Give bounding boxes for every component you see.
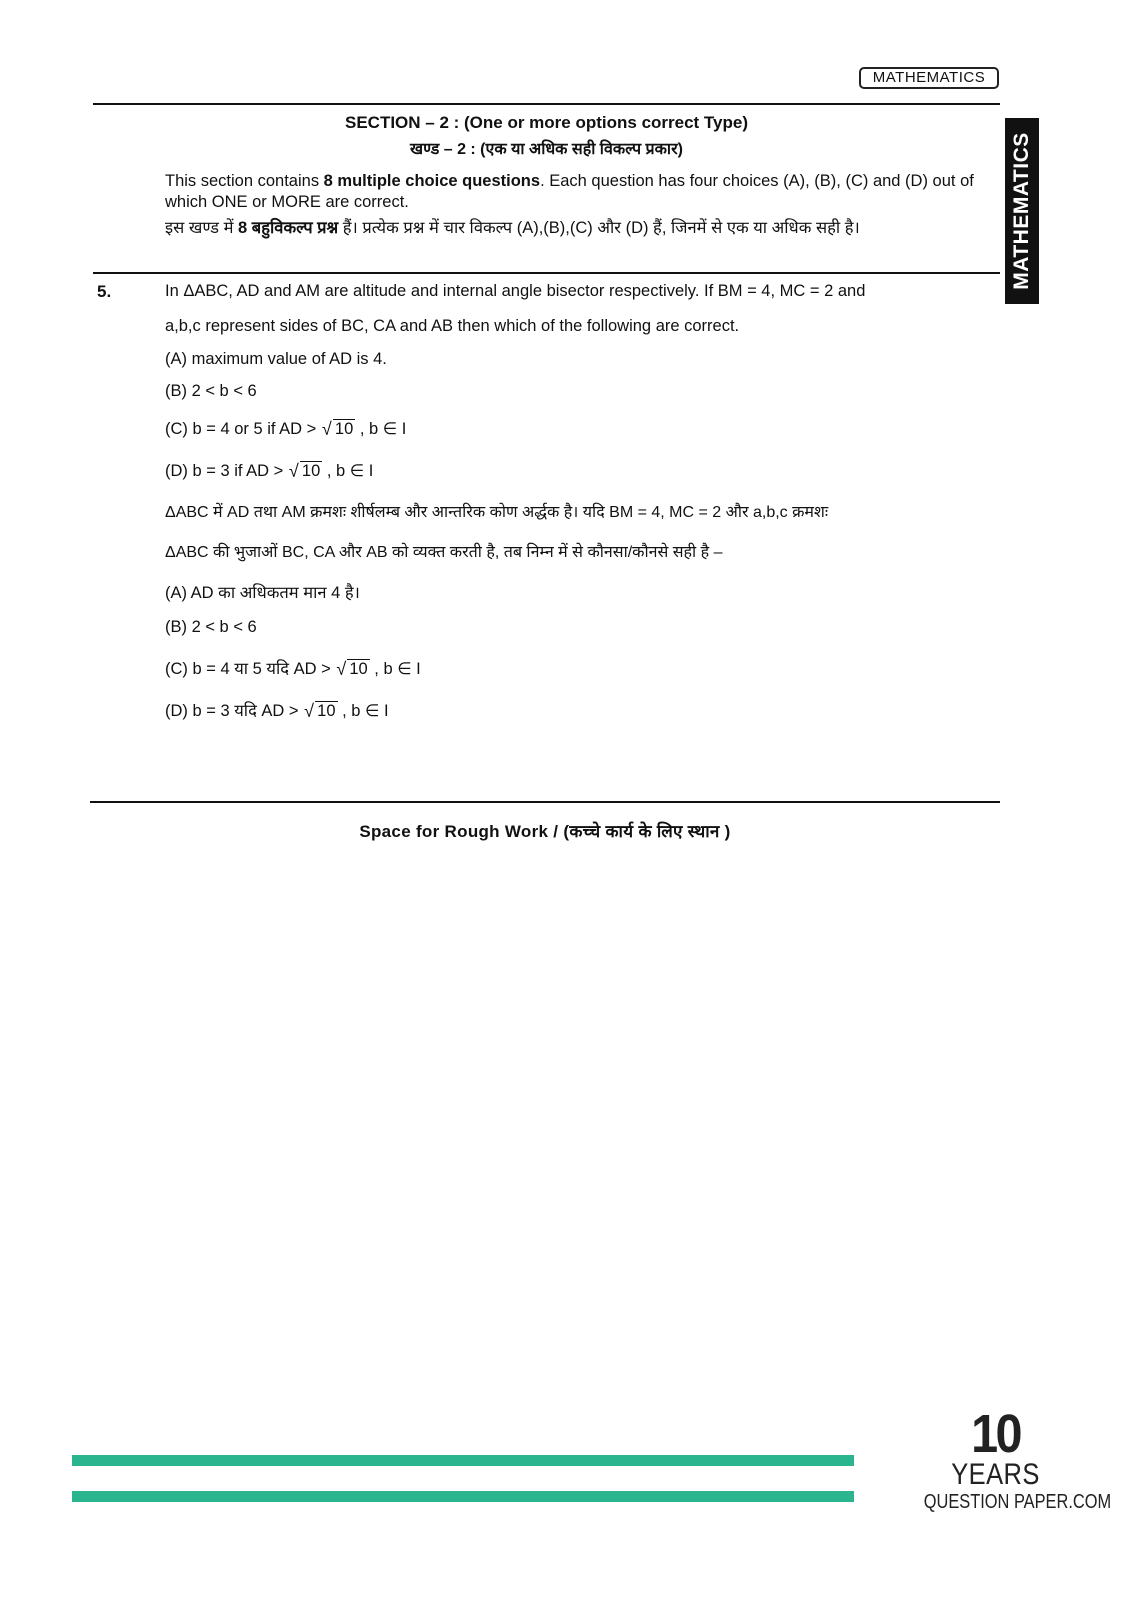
option-a-hi: (A) AD का अधिकतम मान 4 है।: [165, 584, 360, 602]
instructions-en-pre: This section contains: [165, 172, 324, 190]
option-d-en-root: 10: [301, 462, 321, 480]
footer-green-bar-bottom: [72, 1491, 854, 1502]
side-subject-label: MATHEMATICS: [1010, 132, 1033, 290]
option-c-hi-root: 10: [349, 660, 368, 678]
brand-logo: [908, 1404, 1112, 1514]
question-text-en-1: In ΔABC, AD and AM are altitude and internal angle bisector respectively. If BM = 4, MC = 2 and: [165, 282, 866, 300]
question-text-en-2: a,b,c represent sides of BC, CA and AB then which of the following are correct.: [165, 317, 740, 335]
instructions-en: [165, 171, 999, 213]
option-c-en-post: , b ∈ I: [355, 420, 407, 438]
option-b-hi: (B) 2 < b < 6: [165, 618, 257, 636]
sqrt-symbol: [290, 462, 322, 481]
side-subject-tab: [1005, 118, 1039, 304]
option-a-en: (A) maximum value of AD is 4.: [165, 350, 387, 368]
option-c-hi-pre: (C) b = 4 या 5 यदि AD >: [165, 660, 336, 678]
footer-green-bar-top: [72, 1455, 854, 1466]
option-d-en-post: , b ∈ I: [322, 462, 374, 480]
section-title-en: SECTION – 2 : (One or more options correct Type): [344, 113, 749, 132]
option-d-en: [165, 461, 373, 481]
option-d-hi-post: , b ∈ I: [337, 702, 389, 720]
instructions-hi-post: हैं। प्रत्येक प्रश्न में चार विकल्प (A),(B),(C) और (D) हैं, जिनमें से एक या अधिक सही है।: [338, 219, 860, 237]
subject-tag: MATHEMATICS: [859, 67, 999, 89]
option-d-hi-root: 10: [317, 702, 336, 720]
option-c-en: [165, 419, 406, 439]
question-text-hi-2: ΔABC की भुजाओं BC, CA और AB को व्यक्त करती है, तब निम्न में से कौनसा/कौनसे सही है –: [165, 544, 723, 561]
logo-years: YEARS: [951, 1458, 1040, 1491]
instructions-hi-bold: 8 बहुविकल्प प्रश्न: [238, 219, 339, 237]
sqrt-symbol: [323, 420, 355, 439]
rough-work-rule: [90, 801, 1000, 803]
option-d-en-pre: (D) b = 3 if AD >: [165, 462, 288, 480]
sqrt-symbol: [305, 702, 337, 721]
question-number: 5.: [97, 282, 112, 301]
instructions-en-bold: 8 multiple choice questions: [323, 172, 541, 190]
question-rule: [93, 272, 1000, 274]
top-rule: [93, 103, 1000, 105]
option-c-hi: [165, 656, 421, 679]
logo-number: 10: [971, 1404, 1020, 1464]
section-title-hi: खण्ड – 2 : (एक या अधिक सही विकल्प प्रकार): [410, 141, 683, 158]
instructions-hi-pre: इस खण्ड में: [165, 219, 239, 237]
option-d-hi: [165, 698, 389, 721]
instructions-en-post: . Each question has four choices (A), (B), (C) and (D) out of which ONE or MORE are correct.: [165, 172, 974, 211]
rough-work-label: Space for Rough Work / (कच्चे कार्य के लिए स्थान ): [359, 822, 731, 841]
option-b-en: (B) 2 < b < 6: [165, 382, 257, 400]
instructions-hi: [165, 215, 999, 242]
option-c-hi-post: , b ∈ I: [369, 660, 421, 678]
option-d-hi-pre: (D) b = 3 यदि AD >: [165, 702, 304, 720]
question-text-hi-1: ΔABC में AD तथा AM क्रमशः शीर्षलम्ब और आन्तरिक कोण अर्द्धक है। यदि BM = 4, MC = 2 और a,b,c क्रमशः: [165, 504, 829, 521]
option-c-en-root: 10: [334, 420, 354, 438]
sqrt-symbol: [337, 660, 369, 679]
option-c-en-pre: (C) b = 4 or 5 if AD >: [165, 420, 321, 438]
logo-site: QUESTION PAPER.COM: [923, 1491, 1112, 1513]
